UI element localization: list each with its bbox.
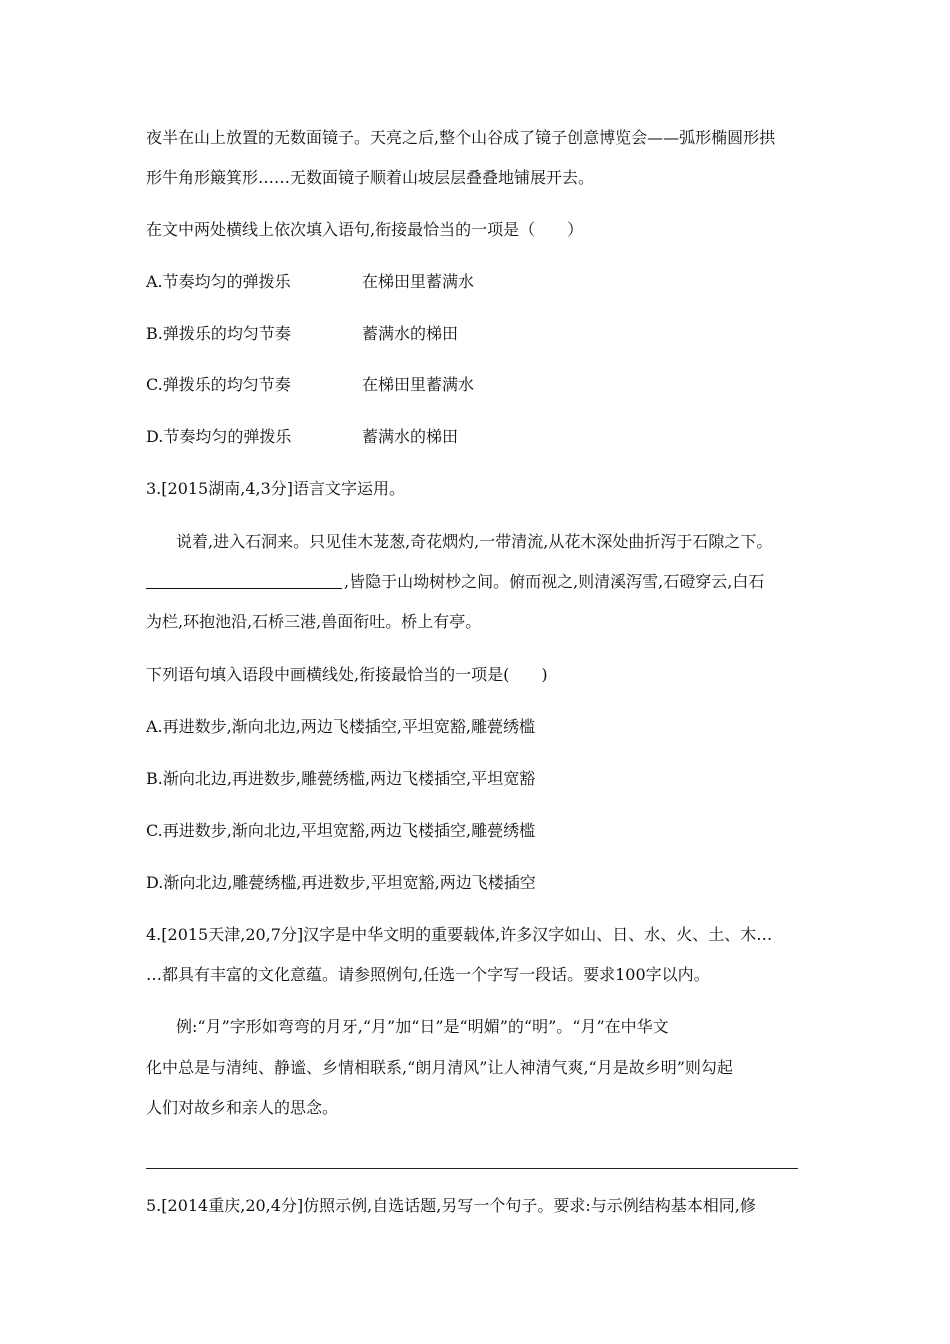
option-d: D.渐向北边,雕甍绣槛,再进数步,平坦宽豁,两边飞楼插空	[146, 873, 536, 892]
example-line: 例:“月”字形如弯弯的月牙,“月”加“日”是“明媚”的“明”。“月”在中华文	[176, 1017, 669, 1036]
passage-line: 为栏,环抱池沿,石桥三港,兽面衔吐。桥上有亭。	[146, 612, 482, 631]
question-prompt: 下列语句填入语段中画横线处,衔接最恰当的一项是( )	[146, 665, 548, 684]
option-a-first: A.节奏均匀的弹拨乐	[146, 272, 291, 291]
paragraph-line: 夜半在山上放置的无数面镜子。天亮之后,整个山谷成了镜子创意博览会——弧形椭圆形拱	[146, 128, 776, 147]
question-text: …都具有丰富的文化意蕴。请参照例句,任选一个字写一段话。要求100字以内。	[146, 965, 710, 984]
option-c: C.再进数步,渐向北边,平坦宽豁,两边飞楼插空,雕甍绣槛	[146, 821, 536, 840]
option-a: A.再进数步,渐向北边,两边飞楼插空,平坦宽豁,雕甍绣槛	[146, 717, 535, 736]
example-line: 人们对故乡和亲人的思念。	[146, 1098, 339, 1117]
passage-line: ,皆隐于山坳树杪之间。俯而视之,则清溪泻雪,石磴穿云,白石	[344, 572, 765, 591]
option-b: B.渐向北边,再进数步,雕甍绣槛,两边飞楼插空,平坦宽豁	[146, 769, 536, 788]
example-line: 化中总是与清纯、静谧、乡情相联系,“朗月清风”让人神清气爽,“月是故乡明”则勾起	[146, 1058, 733, 1077]
question-heading: 5.[2014重庆,20,4分]仿照示例,自选话题,另写一个句子。要求:与示例结构基本相同,修	[146, 1196, 756, 1215]
option-b-first: B.弹拨乐的均匀节奏	[146, 324, 291, 343]
option-b-second: 蓄满水的梯田	[362, 324, 459, 343]
answer-line	[146, 1168, 798, 1169]
option-c-second: 在梯田里蓄满水	[362, 375, 475, 394]
option-c-first: C.弹拨乐的均匀节奏	[146, 375, 291, 394]
question-prompt: 在文中两处横线上依次填入语句,衔接最恰当的一项是（ ）	[146, 220, 584, 239]
fill-in-blank	[146, 588, 342, 589]
paragraph-line: 形牛角形簸箕形……无数面镜子顺着山坡层层叠叠地铺展开去。	[146, 168, 595, 187]
option-a-second: 在梯田里蓄满水	[362, 272, 475, 291]
question-heading: 4.[2015天津,20,7分]汉字是中华文明的重要载体,许多汉字如山、日、水、火、土、木…	[146, 925, 773, 944]
passage-line: 说着,进入石洞来。只见佳木茏葱,奇花熌灼,一带清流,从花木深处曲折泻于石隙之下。	[176, 532, 773, 551]
option-d-second: 蓄满水的梯田	[362, 427, 459, 446]
question-heading: 3.[2015湖南,4,3分]语言文字运用。	[146, 479, 406, 498]
option-d-first: D.节奏均匀的弹拨乐	[146, 427, 292, 446]
